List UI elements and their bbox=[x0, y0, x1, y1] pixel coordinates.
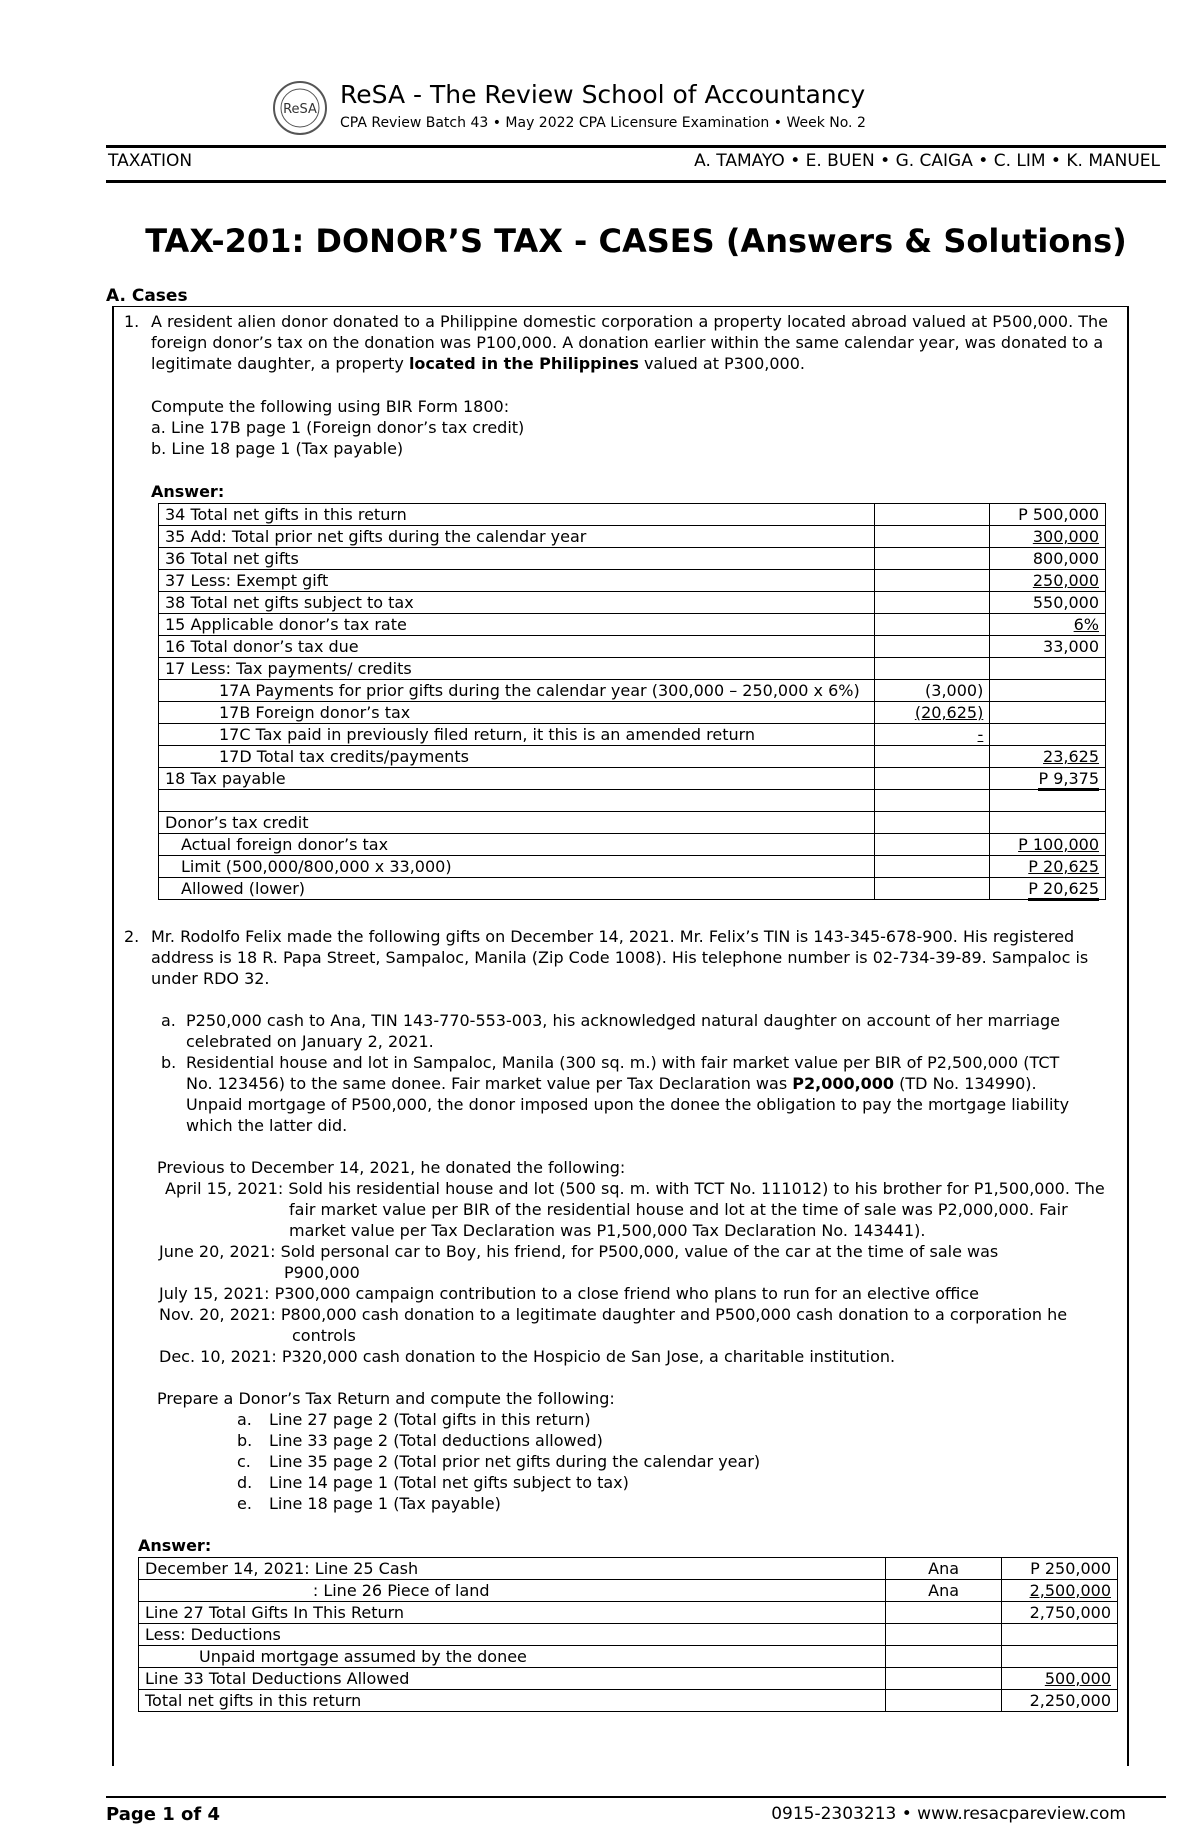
table-row: 35 Add: Total prior net gifts during the calendar year 300,000 bbox=[159, 526, 1106, 548]
table-row: 17C Tax paid in previously filed return, it this is an amended return - bbox=[159, 724, 1106, 746]
table-row: Actual foreign donor’s tax P 100,000 bbox=[159, 834, 1106, 856]
table-row: 37 Less: Exempt gift 250,000 bbox=[159, 570, 1106, 592]
case-text: foreign donor’s tax on the donation was P100,000. A donation earlier within the same calendar year, was donated to a bbox=[151, 333, 1104, 352]
table-row: 17 Less: Tax payments/ credits bbox=[159, 658, 1106, 680]
page-header bbox=[272, 80, 1122, 140]
gift-entry: fair market value per BIR of the residential house and lot at the time of sale was P2,000,000. Fair bbox=[289, 1200, 1068, 1219]
resa-logo-icon bbox=[272, 80, 328, 136]
gift-entry: Dec. 10, 2021: P320,000 cash donation to the Hospicio de San Jose, a charitable institution. bbox=[159, 1347, 896, 1366]
question-text: Line 35 page 2 (Total prior net gifts during the calendar year) bbox=[269, 1452, 761, 1471]
page-number: Page 1 of 4 bbox=[106, 1804, 220, 1825]
case-2-answer-table bbox=[138, 1557, 1118, 1712]
subject-label: TAXATION bbox=[108, 151, 193, 171]
gift-entry: July 15, 2021: P300,000 campaign contribution to a close friend who plans to run for an elective office bbox=[159, 1284, 979, 1303]
table-row: 38 Total net gifts subject to tax 550,000 bbox=[159, 592, 1106, 614]
item-text: Residential house and lot in Sampaloc, Manila (300 sq. m.) with fair market value per BIR of P2,500,000 (TCT bbox=[186, 1053, 1060, 1072]
table-row: December 14, 2021: Line 25 Cash Ana P 250,000 bbox=[139, 1558, 1118, 1580]
table-row: Line 27 Total Gifts In This Return 2,750,000 bbox=[139, 1602, 1118, 1624]
svg-text:ReSA: ReSA bbox=[283, 102, 317, 117]
item-text: which the latter did. bbox=[186, 1116, 348, 1135]
compute-instruction: Compute the following using BIR Form 1800: bbox=[151, 397, 510, 416]
gift-entry: April 15, 2021: Sold his residential house and lot (500 sq. m. with TCT No. 111012) to his brother for P1,500,000. The bbox=[165, 1179, 1105, 1198]
question-text: Line 27 page 2 (Total gifts in this return) bbox=[269, 1410, 591, 1429]
case-number: 2. bbox=[124, 927, 140, 946]
table-row: 15 Applicable donor’s tax rate 6% bbox=[159, 614, 1106, 636]
item-label: b. bbox=[161, 1053, 177, 1072]
question-label: b. bbox=[237, 1431, 253, 1450]
gift-entry: Nov. 20, 2021: P800,000 cash donation to a legitimate daughter and P500,000 cash donation to a corporation he bbox=[159, 1305, 1068, 1324]
question-label: a. bbox=[237, 1410, 252, 1429]
table-row: 17B Foreign donor’s tax (20,625) bbox=[159, 702, 1106, 724]
table-row: Donor’s tax credit bbox=[159, 812, 1106, 834]
footer-contact: 0915-2303213 • www.resacpareview.com bbox=[771, 1804, 1126, 1824]
table-row: Less: Deductions bbox=[139, 1624, 1118, 1646]
question-text: Line 14 page 1 (Total net gifts subject to tax) bbox=[269, 1473, 629, 1492]
item-text: P250,000 cash to Ana, TIN 143-770-553-003, his acknowledged natural daughter on account of her marriage bbox=[186, 1011, 1061, 1030]
item-text: Unpaid mortgage of P500,000, the donor imposed upon the donee the obligation to pay the mortgage liability bbox=[186, 1095, 1070, 1114]
gift-entry: controls bbox=[292, 1326, 356, 1345]
table-row: Limit (500,000/800,000 x 33,000) P 20,625 bbox=[159, 856, 1106, 878]
case-text: Mr. Rodolfo Felix made the following gifts on December 14, 2021. Mr. Felix’s TIN is 143-345-678-900. His registered bbox=[151, 927, 1075, 946]
case-number: 1. bbox=[124, 312, 140, 331]
item-text: celebrated on January 2, 2021. bbox=[186, 1032, 434, 1051]
answer-label: Answer: bbox=[151, 482, 225, 501]
case-text: A resident alien donor donated to a Philippine domestic corporation a property located abroad valued at P500,000. The bbox=[151, 312, 1109, 331]
table-row: 17A Payments for prior gifts during the calendar year (300,000 – 250,000 x 6%) (3,000) bbox=[159, 680, 1106, 702]
case-1-box bbox=[112, 306, 1129, 913]
authors-label: A. TAMAYO • E. BUEN • G. CAIGA • C. LIM • K. MANUEL bbox=[694, 151, 1160, 171]
table-row bbox=[159, 790, 1106, 812]
question-text: Line 18 page 1 (Tax payable) bbox=[269, 1494, 501, 1513]
case-text: legitimate daughter, a property located in the Philippines valued at P300,000. bbox=[151, 354, 805, 373]
table-row: Allowed (lower) P 20,625 bbox=[159, 878, 1106, 900]
case-text: under RDO 32. bbox=[151, 969, 270, 988]
case-1-answer-table bbox=[158, 503, 1106, 900]
school-name: ReSA - The Review School of Accountancy bbox=[340, 80, 866, 109]
answer-label: Answer: bbox=[138, 1536, 212, 1555]
footer-divider bbox=[106, 1796, 1166, 1798]
case-text: address is 18 R. Papa Street, Sampaloc, Manila (Zip Code 1008). His telephone number is 02-734-39-89. Sampaloc is bbox=[151, 948, 1089, 967]
question-b: b. Line 18 page 1 (Tax payable) bbox=[151, 439, 404, 458]
question-a: a. Line 17B page 1 (Foreign donor’s tax credit) bbox=[151, 418, 525, 437]
case-2-box bbox=[112, 912, 1129, 1766]
table-row: 34 Total net gifts in this return P 500,000 bbox=[159, 504, 1106, 526]
table-row: Line 33 Total Deductions Allowed 500,000 bbox=[139, 1668, 1118, 1690]
batch-line: CPA Review Batch 43 • May 2022 CPA Licensure Examination • Week No. 2 bbox=[340, 115, 866, 131]
question-label: d. bbox=[237, 1473, 253, 1492]
question-label: c. bbox=[237, 1452, 251, 1471]
item-label: a. bbox=[161, 1011, 176, 1030]
gift-entry: June 20, 2021: Sold personal car to Boy, his friend, for P500,000, value of the car at the time of sale was bbox=[159, 1242, 999, 1261]
previous-heading: Previous to December 14, 2021, he donated the following: bbox=[157, 1158, 626, 1177]
question-label: e. bbox=[237, 1494, 252, 1513]
section-heading: A. Cases bbox=[106, 286, 188, 306]
table-row: : Line 26 Piece of land Ana 2,500,000 bbox=[139, 1580, 1118, 1602]
table-row: Total net gifts in this return 2,250,000 bbox=[139, 1690, 1118, 1712]
page-title: TAX-201: DONOR’S TAX - CASES (Answers & Solutions) bbox=[145, 222, 1127, 260]
item-text: No. 123456) to the same donee. Fair market value per Tax Declaration was P2,000,000 (TD No. 134990). bbox=[186, 1074, 1037, 1093]
table-row: 18 Tax payable P 9,375 bbox=[159, 768, 1106, 790]
gift-entry: market value per Tax Declaration was P1,500,000 Tax Declaration No. 143441). bbox=[289, 1221, 926, 1240]
table-row: 17D Total tax credits/payments 23,625 bbox=[159, 746, 1106, 768]
table-row: 16 Total donor’s tax due 33,000 bbox=[159, 636, 1106, 658]
table-row: 36 Total net gifts 800,000 bbox=[159, 548, 1106, 570]
gift-entry: P900,000 bbox=[284, 1263, 360, 1282]
table-row: Unpaid mortgage assumed by the donee bbox=[139, 1646, 1118, 1668]
prepare-instruction: Prepare a Donor’s Tax Return and compute the following: bbox=[157, 1389, 615, 1408]
question-text: Line 33 page 2 (Total deductions allowed) bbox=[269, 1431, 603, 1450]
subject-strip bbox=[106, 145, 1166, 183]
